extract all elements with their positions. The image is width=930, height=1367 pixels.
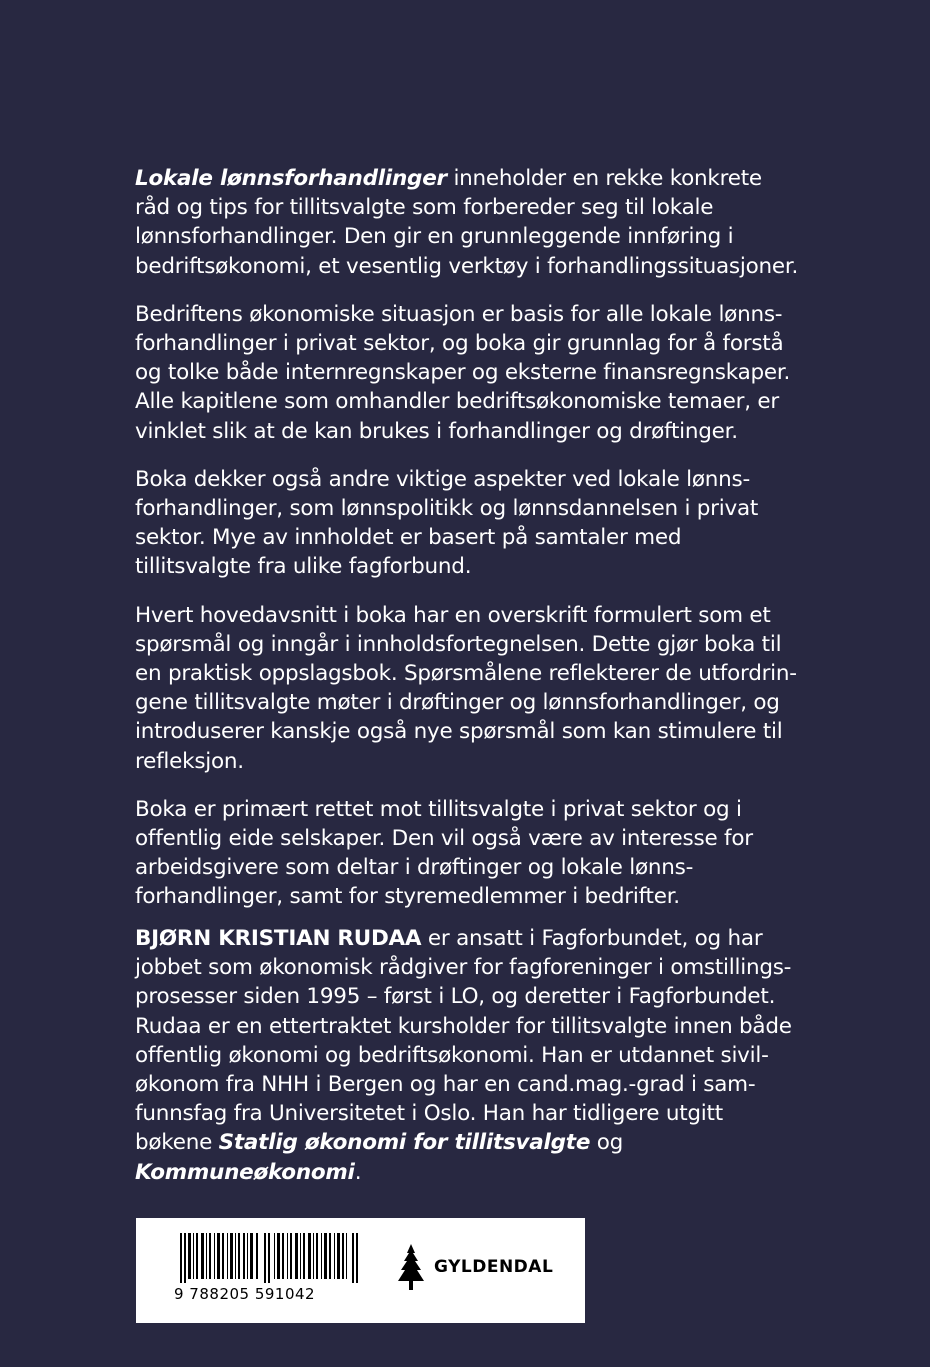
- blurb-paragraph-5: Boka er primært rettet mot tillitsvalgte i privat sektor og i offentlig eide selskaper. Den vil også være av interesse for arbeidsgivere som deltar i drøftinger og lokale lønnsforhandlinger, samt for styremedlemmer i bedrifter.: [135, 796, 753, 910]
- book-title: Lokale lønnsforhandlinger: [135, 166, 447, 191]
- tree-icon: [398, 1244, 424, 1290]
- previous-book-1: Statlig økonomi for tillitsvalgte: [218, 1130, 591, 1156]
- author-name: BJØRN KRISTIAN RUDAA: [135, 926, 422, 951]
- barcode-bars: [174, 1233, 364, 1283]
- blurb-paragraph-1-text: inneholder en rekke konkrete råd og tips for tillitsvalgte som forbereder seg til lokale lønnsforhandlinger. Den gir en grunnleggende innføring i bedriftsøkonomi, et vesentlig verktøy i forhandlingssituasjoner.: [135, 166, 799, 279]
- previous-book-2: Kommuneøkonomi: [135, 1159, 355, 1185]
- publisher-logo: [398, 1244, 553, 1290]
- author-bio: [135, 924, 800, 1206]
- back-cover-blurb: [135, 164, 800, 931]
- publisher-name: GYLDENDAL: [434, 1257, 554, 1277]
- blurb-paragraph-3: Boka dekker også andre viktige aspekter ved lokale lønnsforhandlinger, som lønnspolitikk og lønnsdannelsen i privat sektor. Mye av innholdet er basert på samtaler med tillitsvalgte fra ulike fagforbund.: [135, 466, 759, 580]
- author-bio-end: .: [354, 1159, 362, 1185]
- barcode: [174, 1233, 364, 1305]
- footer-box: [136, 1218, 585, 1323]
- blurb-paragraph-1: [135, 164, 800, 281]
- author-bio-text: er ansatt i Fagforbundet, og har jobbet som økonomisk rådgiver for fagforeninger i omstillingsprosesser siden 1995 – først i LO, og deretter i Fagforbundet. Rudaa er en ettertraktet kursholder for tillitsvalgte innen både offentlig økonomi og bedriftsøkonomi. Han er utdannet siviløkonom fra NHH i Bergen og har en cand.mag.-grad i samfunnsfag fra Universitetet i Oslo. Han har tidligere utgitt bøkene: [135, 926, 792, 1156]
- author-bio-and: og: [590, 1130, 624, 1156]
- isbn-digits: 9 788205 591042: [174, 1285, 316, 1303]
- blurb-paragraph-2: Bedriftens økonomiske situasjon er basis for alle lokale lønnsforhandlinger i privat sektor, og boka gir grunnlag for å forstå og tolke både internregnskaper og eksterne finansregnskaper. Alle kapitlene som omhandler bedriftsøkonomiske temaer, er vinklet slik at de kan brukes i forhandlinger og drøftinger.: [135, 301, 791, 444]
- author-bio-paragraph: [135, 924, 800, 1187]
- blurb-paragraph-4: Hvert hovedavsnitt i boka har en overskrift formulert som et spørsmål og inngår i innholdsfortegnelsen. Dette gjør boka til en praktisk oppslagsbok. Spørsmålene reflekterer de utfordringene tillitsvalgte møter i drøftinger og lønnsforhandlinger, og introduserer kanskje også nye spørsmål som kan stimulere til refleksjon.: [135, 602, 798, 774]
